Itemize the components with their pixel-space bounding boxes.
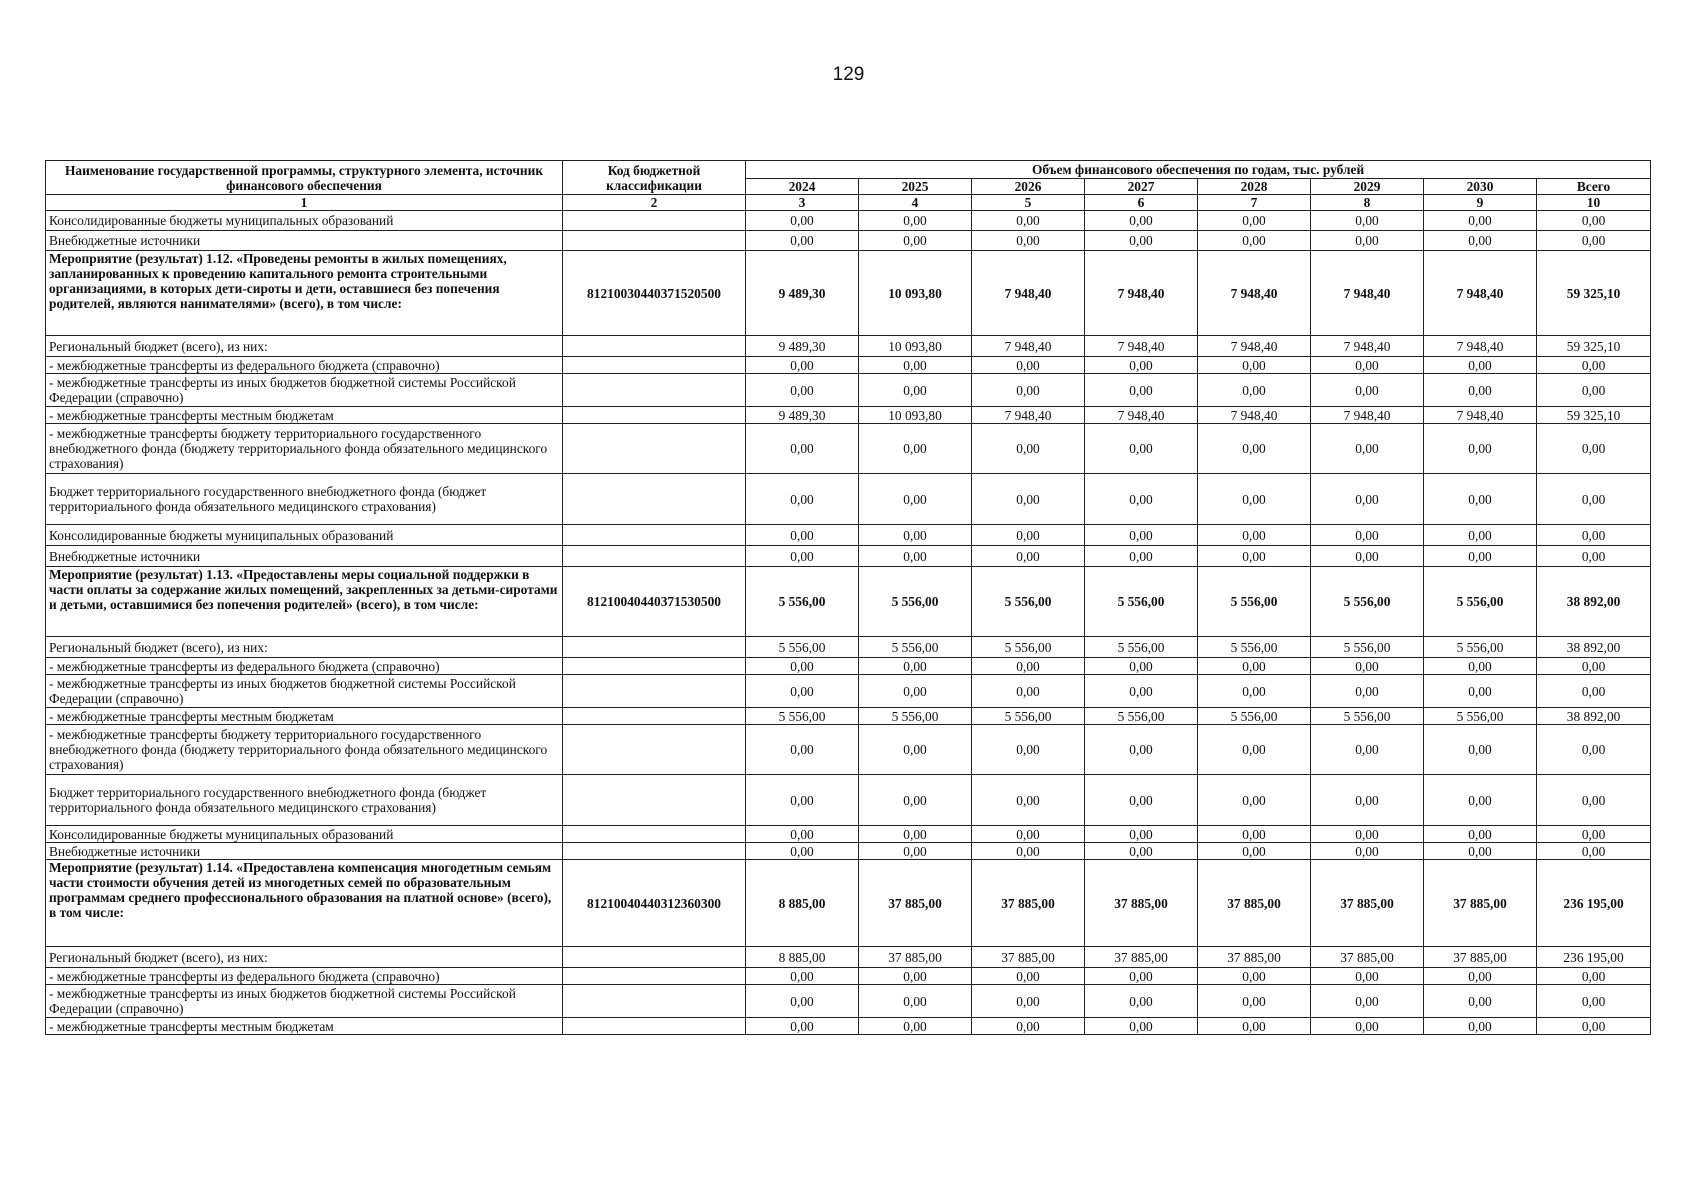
value-cell: 10 093,80 [859, 407, 972, 424]
value-cell: 0,00 [1085, 525, 1198, 546]
value-cell: 0,00 [746, 374, 859, 407]
column-number: 4 [859, 195, 972, 211]
value-cell: 7 948,40 [1198, 407, 1311, 424]
value-cell: 0,00 [1424, 826, 1537, 843]
value-cell: 7 948,40 [1311, 407, 1424, 424]
row-name: Консолидированные бюджеты муниципальных образований [46, 211, 563, 231]
value-cell: 0,00 [972, 546, 1085, 567]
value-cell: 0,00 [1198, 725, 1311, 775]
value-cell: 0,00 [972, 525, 1085, 546]
value-cell: 0,00 [1537, 546, 1651, 567]
value-cell: 37 885,00 [1311, 860, 1424, 947]
value-cell: 7 948,40 [1198, 336, 1311, 357]
value-cell: 0,00 [972, 826, 1085, 843]
row-name: - межбюджетные трансферты из иных бюджетов бюджетной системы Российской Федерации (справочно) [46, 985, 563, 1018]
value-cell: 0,00 [972, 474, 1085, 525]
value-cell: 5 556,00 [1311, 637, 1424, 658]
value-cell: 7 948,40 [1424, 336, 1537, 357]
budget-code [563, 231, 746, 251]
budget-code [563, 637, 746, 658]
value-cell: 0,00 [859, 843, 972, 860]
value-cell: 10 093,80 [859, 251, 972, 336]
header-year: 2025 [859, 179, 972, 195]
value-cell: 0,00 [1311, 843, 1424, 860]
value-cell: 0,00 [746, 211, 859, 231]
value-cell: 0,00 [1311, 968, 1424, 985]
value-cell: 37 885,00 [972, 860, 1085, 947]
value-cell: 0,00 [746, 985, 859, 1018]
value-cell: 0,00 [859, 374, 972, 407]
table-row [46, 985, 1651, 1018]
value-cell: 0,00 [1085, 826, 1198, 843]
value-cell: 0,00 [972, 985, 1085, 1018]
budget-code [563, 374, 746, 407]
value-cell: 0,00 [1424, 843, 1537, 860]
value-cell: 7 948,40 [1424, 407, 1537, 424]
value-cell: 5 556,00 [746, 708, 859, 725]
value-cell: 0,00 [1198, 374, 1311, 407]
value-cell: 9 489,30 [746, 336, 859, 357]
value-cell: 5 556,00 [859, 567, 972, 637]
value-cell: 0,00 [1085, 658, 1198, 675]
value-cell: 0,00 [1198, 211, 1311, 231]
header-year: 2027 [1085, 179, 1198, 195]
table-row [46, 251, 1651, 336]
value-cell: 37 885,00 [1311, 947, 1424, 968]
value-cell: 0,00 [1311, 725, 1424, 775]
row-name: Консолидированные бюджеты муниципальных образований [46, 826, 563, 843]
value-cell: 0,00 [746, 725, 859, 775]
value-cell: 0,00 [1537, 725, 1651, 775]
budget-code [563, 424, 746, 474]
row-name: Региональный бюджет (всего), из них: [46, 336, 563, 357]
row-name: Мероприятие (результат) 1.12. «Проведены ремонты в жилых помещениях, запланированных к проведению капитального ремонта строительными организациями, в которых дети-сироты и дети, оставшиеся без попечения родителей, являются нанимателями» (всего), в том числе: [46, 251, 563, 336]
budget-code [563, 947, 746, 968]
value-cell: 59 325,10 [1537, 336, 1651, 357]
row-name: Региональный бюджет (всего), из них: [46, 637, 563, 658]
value-cell: 5 556,00 [1198, 637, 1311, 658]
value-cell: 5 556,00 [1198, 567, 1311, 637]
value-cell: 0,00 [1085, 725, 1198, 775]
value-cell: 0,00 [1311, 658, 1424, 675]
value-cell: 5 556,00 [1085, 637, 1198, 658]
value-cell: 5 556,00 [972, 567, 1085, 637]
value-cell: 0,00 [859, 474, 972, 525]
column-number: 3 [746, 195, 859, 211]
value-cell: 0,00 [859, 826, 972, 843]
value-cell: 0,00 [1537, 675, 1651, 708]
budget-code: 81210030440371520500 [563, 251, 746, 336]
value-cell: 37 885,00 [1198, 947, 1311, 968]
value-cell: 0,00 [1085, 1018, 1198, 1035]
value-cell: 59 325,10 [1537, 251, 1651, 336]
value-cell: 7 948,40 [972, 251, 1085, 336]
value-cell: 0,00 [859, 211, 972, 231]
value-cell: 0,00 [1198, 231, 1311, 251]
value-cell: 0,00 [972, 374, 1085, 407]
value-cell: 0,00 [746, 775, 859, 826]
value-cell: 0,00 [1424, 211, 1537, 231]
header-year: 2026 [972, 179, 1085, 195]
row-name: Бюджет территориального государственного внебюджетного фонда (бюджет территориального фонда обязательного медицинского страхования) [46, 775, 563, 826]
value-cell: 0,00 [1198, 675, 1311, 708]
budget-code [563, 826, 746, 843]
value-cell: 0,00 [972, 211, 1085, 231]
value-cell: 0,00 [1198, 658, 1311, 675]
value-cell: 7 948,40 [1085, 251, 1198, 336]
header-year: 2030 [1424, 179, 1537, 195]
table-row [46, 357, 1651, 374]
column-number: 1 [46, 195, 563, 211]
value-cell: 0,00 [1537, 231, 1651, 251]
table-row [46, 474, 1651, 525]
table-row [46, 658, 1651, 675]
table-row [46, 407, 1651, 424]
value-cell: 0,00 [1537, 1018, 1651, 1035]
value-cell: 37 885,00 [1085, 860, 1198, 947]
value-cell: 0,00 [1198, 474, 1311, 525]
budget-code [563, 985, 746, 1018]
budget-code [563, 658, 746, 675]
value-cell: 0,00 [746, 231, 859, 251]
value-cell: 7 948,40 [1311, 251, 1424, 336]
value-cell: 7 948,40 [1424, 251, 1537, 336]
value-cell: 0,00 [1311, 424, 1424, 474]
value-cell: 0,00 [1085, 474, 1198, 525]
value-cell: 0,00 [1085, 546, 1198, 567]
value-cell: 7 948,40 [1085, 336, 1198, 357]
value-cell: 37 885,00 [859, 860, 972, 947]
value-cell: 0,00 [1537, 968, 1651, 985]
budget-code [563, 546, 746, 567]
value-cell: 0,00 [1198, 525, 1311, 546]
value-cell: 5 556,00 [1424, 637, 1537, 658]
budget-code [563, 474, 746, 525]
value-cell: 0,00 [1537, 775, 1651, 826]
value-cell: 59 325,10 [1537, 407, 1651, 424]
header-year: 2029 [1311, 179, 1424, 195]
value-cell: 0,00 [746, 424, 859, 474]
budget-code [563, 407, 746, 424]
value-cell: 0,00 [1424, 525, 1537, 546]
value-cell: 0,00 [859, 725, 972, 775]
value-cell: 5 556,00 [746, 567, 859, 637]
value-cell: 5 556,00 [1311, 567, 1424, 637]
column-number: 9 [1424, 195, 1537, 211]
budget-code [563, 725, 746, 775]
header-code: Код бюджетной классификации [563, 161, 746, 195]
value-cell: 0,00 [859, 525, 972, 546]
value-cell: 37 885,00 [1198, 860, 1311, 947]
value-cell: 0,00 [1537, 424, 1651, 474]
value-cell: 0,00 [1085, 675, 1198, 708]
header-year: 2024 [746, 179, 859, 195]
page-number: 129 [832, 64, 865, 85]
table-row [46, 675, 1651, 708]
value-cell: 7 948,40 [1085, 407, 1198, 424]
value-cell: 38 892,00 [1537, 708, 1651, 725]
budget-code [563, 525, 746, 546]
value-cell: 0,00 [746, 826, 859, 843]
value-cell: 0,00 [746, 474, 859, 525]
value-cell: 5 556,00 [859, 637, 972, 658]
row-name: Внебюджетные источники [46, 546, 563, 567]
value-cell: 0,00 [1085, 985, 1198, 1018]
value-cell: 0,00 [746, 546, 859, 567]
table-row [46, 968, 1651, 985]
value-cell: 0,00 [859, 775, 972, 826]
value-cell: 7 948,40 [1311, 336, 1424, 357]
value-cell: 0,00 [1424, 985, 1537, 1018]
value-cell: 236 195,00 [1537, 947, 1651, 968]
value-cell: 0,00 [1311, 826, 1424, 843]
value-cell: 0,00 [746, 843, 859, 860]
value-cell: 0,00 [1537, 211, 1651, 231]
value-cell: 5 556,00 [1424, 708, 1537, 725]
table-row [46, 374, 1651, 407]
value-cell: 5 556,00 [1085, 567, 1198, 637]
value-cell: 37 885,00 [1085, 947, 1198, 968]
value-cell: 0,00 [1424, 775, 1537, 826]
table-row [46, 546, 1651, 567]
value-cell: 0,00 [1085, 968, 1198, 985]
value-cell: 0,00 [1311, 357, 1424, 374]
table-row [46, 947, 1651, 968]
budget-code [563, 775, 746, 826]
value-cell: 0,00 [1311, 374, 1424, 407]
value-cell: 5 556,00 [972, 637, 1085, 658]
value-cell: 0,00 [1424, 546, 1537, 567]
value-cell: 5 556,00 [746, 637, 859, 658]
value-cell: 0,00 [1537, 357, 1651, 374]
value-cell: 0,00 [1311, 211, 1424, 231]
value-cell: 0,00 [1311, 985, 1424, 1018]
value-cell: 0,00 [1311, 546, 1424, 567]
row-name: - межбюджетные трансферты бюджету территориального государственного внебюджетного фонда (бюджету территориального фонда обязательного медицинского страхования) [46, 725, 563, 775]
value-cell: 0,00 [1198, 826, 1311, 843]
table-row [46, 525, 1651, 546]
budget-code: 81210040440312360300 [563, 860, 746, 947]
table-row [46, 567, 1651, 637]
row-name: Внебюджетные источники [46, 231, 563, 251]
value-cell: 0,00 [859, 357, 972, 374]
row-name: - межбюджетные трансферты из федерального бюджета (справочно) [46, 968, 563, 985]
value-cell: 0,00 [1537, 658, 1651, 675]
row-name: Мероприятие (результат) 1.14. «Предоставлена компенсация многодетным семьям части стоимости обучения детей из многодетных семей по образовательным программам среднего профессионального образования на платной основе» (всего), в том числе: [46, 860, 563, 947]
value-cell: 0,00 [1537, 474, 1651, 525]
value-cell: 37 885,00 [1424, 860, 1537, 947]
value-cell: 0,00 [972, 775, 1085, 826]
value-cell: 0,00 [859, 424, 972, 474]
value-cell: 0,00 [1424, 474, 1537, 525]
budget-code [563, 708, 746, 725]
value-cell: 37 885,00 [972, 947, 1085, 968]
value-cell: 0,00 [1424, 424, 1537, 474]
value-cell: 0,00 [1198, 546, 1311, 567]
budget-code: 81210040440371530500 [563, 567, 746, 637]
value-cell: 0,00 [1085, 231, 1198, 251]
value-cell: 0,00 [859, 675, 972, 708]
table-row [46, 231, 1651, 251]
value-cell: 37 885,00 [1424, 947, 1537, 968]
header-name: Наименование государственной программы, структурного элемента, источник финансового обеспечения [46, 161, 563, 195]
value-cell: 0,00 [746, 675, 859, 708]
table-row [46, 775, 1651, 826]
row-name: - межбюджетные трансферты местным бюджетам [46, 407, 563, 424]
value-cell: 0,00 [1424, 374, 1537, 407]
value-cell: 0,00 [859, 968, 972, 985]
value-cell: 0,00 [1537, 843, 1651, 860]
budget-code [563, 336, 746, 357]
value-cell: 0,00 [972, 357, 1085, 374]
value-cell: 0,00 [972, 424, 1085, 474]
row-name: - межбюджетные трансферты из иных бюджетов бюджетной системы Российской Федерации (справочно) [46, 675, 563, 708]
header-year: 2028 [1198, 179, 1311, 195]
row-name: Региональный бюджет (всего), из них: [46, 947, 563, 968]
value-cell: 0,00 [1311, 525, 1424, 546]
value-cell: 0,00 [1085, 424, 1198, 474]
row-name: - межбюджетные трансферты из иных бюджетов бюджетной системы Российской Федерации (справочно) [46, 374, 563, 407]
value-cell: 0,00 [1537, 985, 1651, 1018]
value-cell: 0,00 [972, 658, 1085, 675]
value-cell: 0,00 [1537, 374, 1651, 407]
row-name: - межбюджетные трансферты бюджету территориального государственного внебюджетного фонда (бюджету территориального фонда обязательного медицинского страхования) [46, 424, 563, 474]
budget-code [563, 211, 746, 231]
column-number: 6 [1085, 195, 1198, 211]
budget-code [563, 357, 746, 374]
value-cell: 9 489,30 [746, 407, 859, 424]
value-cell: 0,00 [1311, 474, 1424, 525]
value-cell: 0,00 [859, 985, 972, 1018]
row-name: Консолидированные бюджеты муниципальных образований [46, 525, 563, 546]
table-row [46, 424, 1651, 474]
value-cell: 5 556,00 [1085, 708, 1198, 725]
value-cell: 0,00 [1198, 775, 1311, 826]
value-cell: 0,00 [1311, 1018, 1424, 1035]
value-cell: 0,00 [1311, 675, 1424, 708]
budget-code [563, 675, 746, 708]
table-row [46, 708, 1651, 725]
row-name: - межбюджетные трансферты из федерального бюджета (справочно) [46, 357, 563, 374]
value-cell: 0,00 [972, 231, 1085, 251]
value-cell: 0,00 [1424, 968, 1537, 985]
value-cell: 0,00 [859, 658, 972, 675]
header-year: Всего [1537, 179, 1651, 195]
value-cell: 8 885,00 [746, 947, 859, 968]
budget-table [45, 160, 1651, 1035]
value-cell: 0,00 [859, 1018, 972, 1035]
budget-code [563, 968, 746, 985]
header-volume: Объем финансового обеспечения по годам, тыс. рублей [746, 161, 1651, 179]
table-row [46, 826, 1651, 843]
value-cell: 0,00 [1085, 775, 1198, 826]
value-cell: 0,00 [1198, 424, 1311, 474]
value-cell: 0,00 [746, 1018, 859, 1035]
value-cell: 0,00 [746, 968, 859, 985]
value-cell: 0,00 [1311, 231, 1424, 251]
value-cell: 0,00 [1311, 775, 1424, 826]
value-cell: 0,00 [1085, 374, 1198, 407]
value-cell: 37 885,00 [859, 947, 972, 968]
column-number: 2 [563, 195, 746, 211]
table-row [46, 843, 1651, 860]
value-cell: 0,00 [1085, 357, 1198, 374]
budget-code [563, 1018, 746, 1035]
value-cell: 5 556,00 [1311, 708, 1424, 725]
row-name: Бюджет территориального государственного внебюджетного фонда (бюджет территориального фонда обязательного медицинского страхования) [46, 474, 563, 525]
table-row [46, 860, 1651, 947]
column-number: 7 [1198, 195, 1311, 211]
column-number: 8 [1311, 195, 1424, 211]
value-cell: 38 892,00 [1537, 637, 1651, 658]
value-cell: 0,00 [1085, 211, 1198, 231]
value-cell: 0,00 [1198, 843, 1311, 860]
table-row [46, 336, 1651, 357]
row-name: - межбюджетные трансферты местным бюджетам [46, 708, 563, 725]
column-number: 10 [1537, 195, 1651, 211]
value-cell: 0,00 [1424, 675, 1537, 708]
value-cell: 0,00 [859, 546, 972, 567]
value-cell: 5 556,00 [1198, 708, 1311, 725]
table-row [46, 725, 1651, 775]
row-name: - межбюджетные трансферты из федерального бюджета (справочно) [46, 658, 563, 675]
value-cell: 0,00 [972, 675, 1085, 708]
table-row [46, 211, 1651, 231]
value-cell: 0,00 [746, 357, 859, 374]
row-name: - межбюджетные трансферты местным бюджетам [46, 1018, 563, 1035]
value-cell: 0,00 [972, 968, 1085, 985]
value-cell: 8 885,00 [746, 860, 859, 947]
row-name: Мероприятие (результат) 1.13. «Предоставлены меры социальной поддержки в части оплаты за содержание жилых помещений, закрепленных за детьми-сиротами и детьми, оставшимися без попечения родителей» (всего), в том числе: [46, 567, 563, 637]
value-cell: 5 556,00 [859, 708, 972, 725]
value-cell: 0,00 [859, 231, 972, 251]
table-row [46, 1018, 1651, 1035]
value-cell: 0,00 [972, 843, 1085, 860]
value-cell: 7 948,40 [1198, 251, 1311, 336]
value-cell: 0,00 [1198, 1018, 1311, 1035]
value-cell: 0,00 [1198, 985, 1311, 1018]
value-cell: 5 556,00 [972, 708, 1085, 725]
value-cell: 0,00 [972, 725, 1085, 775]
value-cell: 0,00 [1424, 725, 1537, 775]
value-cell: 0,00 [1424, 1018, 1537, 1035]
value-cell: 0,00 [1424, 357, 1537, 374]
value-cell: 0,00 [1424, 658, 1537, 675]
value-cell: 0,00 [746, 658, 859, 675]
value-cell: 7 948,40 [972, 336, 1085, 357]
value-cell: 0,00 [1198, 968, 1311, 985]
value-cell: 0,00 [1198, 357, 1311, 374]
value-cell: 10 093,80 [859, 336, 972, 357]
value-cell: 38 892,00 [1537, 567, 1651, 637]
value-cell: 236 195,00 [1537, 860, 1651, 947]
table-row [46, 637, 1651, 658]
value-cell: 0,00 [746, 525, 859, 546]
row-name: Внебюджетные источники [46, 843, 563, 860]
column-number: 5 [972, 195, 1085, 211]
value-cell: 0,00 [1537, 525, 1651, 546]
value-cell: 0,00 [1085, 843, 1198, 860]
value-cell: 0,00 [972, 1018, 1085, 1035]
budget-code [563, 843, 746, 860]
value-cell: 7 948,40 [972, 407, 1085, 424]
value-cell: 0,00 [1537, 826, 1651, 843]
value-cell: 9 489,30 [746, 251, 859, 336]
value-cell: 0,00 [1424, 231, 1537, 251]
value-cell: 5 556,00 [1424, 567, 1537, 637]
